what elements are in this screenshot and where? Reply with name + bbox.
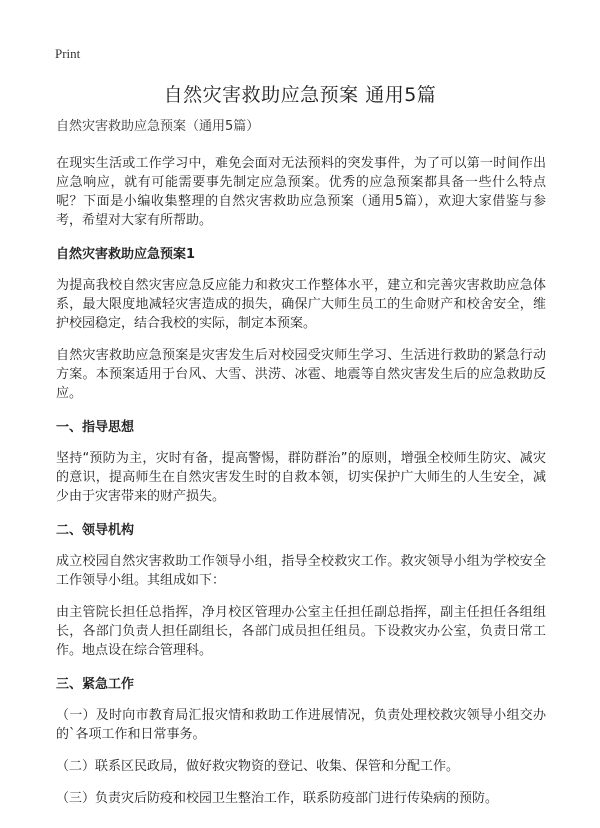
- paragraph-guiding-ideology: 坚持“预防为主，灾时有备，提高警惕，群防群治”的原则，增强全校师生防灾、减灾的意识，提高师生在自然灾害发生时的自救本领，切实保护广大师生的人生安全，减少由于灾害带来的财产损失。: [56, 451, 546, 504]
- paragraph-emergency-item-2: （二）联系区民政局，做好救灾物资的登记、收集、保管和分配工作。: [56, 759, 460, 774]
- paragraph-leadership-group: 成立校园自然灾害救助工作领导小组，指导全校救灾工作。救灾领导小组为学校安全工作领导小组。其组成如下：: [56, 554, 546, 588]
- heading-guiding-ideology: 一、指导思想: [56, 420, 135, 435]
- heading-emergency-work: 三、紧急工作: [56, 677, 135, 692]
- print-label: Print: [55, 46, 81, 61]
- document-body: [56, 118, 546, 821]
- page-title: 自然灾害救助应急预案 通用5篇: [163, 84, 437, 106]
- heading-leadership: 二、领导机构: [56, 523, 135, 538]
- paragraph-purpose: 为提高我校自然灾害应急反应能力和救灾工作整体水平，建立和完善灾害救助应急体系，最大限度地减轻灾害造成的损失，确保广大师生员工的生命财产和校舍安全，维护校园稳定，结合我校的实际，制定本预案。: [56, 278, 546, 331]
- paragraph-scope: 自然灾害救助应急预案是灾害发生后对校园受灾师生学习、生活进行救助的紧急行动方案。本预案适用于台风、大雪、洪涝、冰雹、地震等自然灾害发生后的应急救助反应。: [56, 348, 546, 401]
- paragraph-emergency-item-1: （一）及时向市教育局汇报灾情和救助工作进展情况，负责处理校救灾领导小组交办的`各项工作和日常事务。: [56, 708, 546, 742]
- intro-paragraph: 在现实生活或工作学习中，难免会面对无法预料的突发事件，为了可以第一时间作出应急响应，就有可能需要事先制定应急预案。优秀的应急预案都具备一些什么特点呢？下面是小编收集整理的自然灾害救助应急预案（通用5篇），欢迎大家借鉴与参考，希望对大家有所帮助。: [56, 156, 546, 228]
- paragraph-emergency-item-3: （三）负责灾后防疫和校园卫生整治工作，联系防疫部门进行传染病的预防。: [56, 791, 499, 806]
- paragraph-leadership-composition: 由主管院长担任总指挥，净月校区管理办公室主任担任副总指挥，副主任担任各组组长，各部门负责人担任副组长，各部门成员担任组员。下设救灾办公室，负责日常工作。地点设在综合管理科。: [56, 605, 546, 658]
- section-heading-plan1: 自然灾害救助应急预案1: [56, 247, 196, 262]
- document-subtitle: 自然灾害救助应急预案（通用5篇）: [56, 119, 260, 134]
